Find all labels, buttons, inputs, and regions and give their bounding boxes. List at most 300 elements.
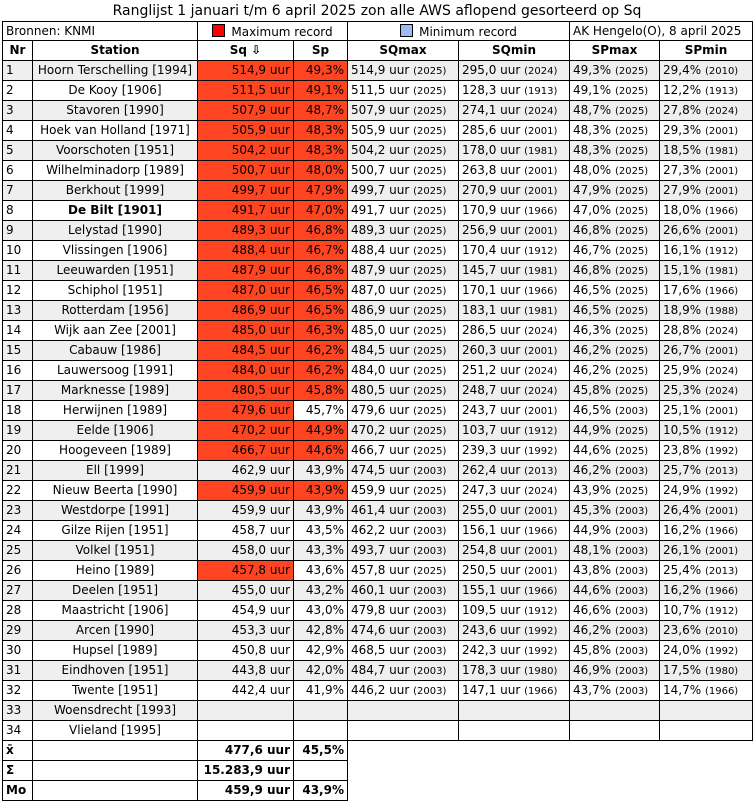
spmin-cell-year: (1988)	[704, 305, 739, 317]
rank-cell: 31	[3, 661, 33, 681]
sqmax-cell-value: 489,3 uur	[351, 222, 410, 237]
header-row	[3, 41, 753, 61]
sp-cell: 48,3%	[294, 121, 348, 141]
spmax-cell-year: (2025)	[614, 105, 649, 117]
sqmin-cell-year: (1912)	[524, 425, 558, 437]
header-sqmax: SQmax	[348, 41, 459, 61]
header-sq: Sq ⇩	[198, 41, 294, 61]
sp-cell: 46,8%	[294, 221, 348, 241]
spmin-cell-value: 25,4%	[663, 562, 702, 577]
spmax-cell-value: 46,2%	[573, 622, 612, 637]
spmin-cell-value: 27,9%	[663, 182, 702, 197]
rank-cell: 7	[3, 181, 33, 201]
sqmin-cell	[459, 221, 570, 241]
sqmin-cell-value: 250,5 uur	[462, 562, 521, 577]
sq-cell: 462,9 uur	[198, 461, 294, 481]
spmin-cell-value: 18,9%	[663, 302, 702, 317]
spmin-cell-year: (2001)	[704, 345, 739, 357]
sqmin-cell-value: 295,0 uur	[462, 62, 521, 77]
sq-cell: 511,5 uur	[198, 81, 294, 101]
sp-cell: 49,1%	[294, 81, 348, 101]
spmin-cell	[660, 121, 753, 141]
sqmin-cell-year: (1992)	[524, 645, 558, 657]
spmin-cell-value: 25,7%	[663, 462, 702, 477]
station-cell: Rotterdam [1956]	[33, 301, 198, 321]
sqmin-cell-value: 128,3 uur	[462, 82, 521, 97]
station-cell: Eindhoven [1951]	[33, 661, 198, 681]
table-row	[3, 301, 753, 321]
summary-label: Σ	[3, 761, 33, 781]
sqmax-cell-value: 488,4 uur	[351, 242, 410, 257]
rank-cell: 3	[3, 101, 33, 121]
sqmax-cell-value: 479,8 uur	[351, 602, 410, 617]
spmax-cell	[570, 381, 660, 401]
summary-row	[3, 761, 753, 781]
sq-cell: 480,5 uur	[198, 381, 294, 401]
rank-cell: 9	[3, 221, 33, 241]
sqmax-cell	[348, 541, 459, 561]
spmin-cell	[660, 661, 753, 681]
summary-sq: 459,9 uur	[198, 781, 294, 801]
sqmin-cell	[459, 201, 570, 221]
spmin-cell-value: 16,2%	[663, 582, 702, 597]
station-cell: De Bilt [1901]	[33, 201, 198, 221]
spmax-cell-year: (2003)	[614, 525, 649, 537]
sqmin-cell-value: 155,1 uur	[462, 582, 521, 597]
spmax-cell-year: (2025)	[614, 265, 649, 277]
spmax-cell	[570, 361, 660, 381]
header-station: Station	[33, 41, 198, 61]
spmax-cell-value: 48,3%	[573, 142, 612, 157]
sqmin-cell	[459, 681, 570, 701]
spmin-cell-value: 18,5%	[663, 142, 702, 157]
sqmin-cell-year: (1992)	[524, 445, 558, 457]
spmin-cell	[660, 381, 753, 401]
sqmin-cell-value: 239,3 uur	[462, 442, 521, 457]
spmin-cell-value: 16,2%	[663, 522, 702, 537]
sqmin-cell	[459, 521, 570, 541]
legend-max-label: Maximum record	[231, 24, 333, 39]
rank-cell: 26	[3, 561, 33, 581]
sqmax-cell-value: 485,0 uur	[351, 322, 410, 337]
spmin-cell-value: 10,5%	[663, 422, 702, 437]
spmax-cell-year: (2025)	[614, 85, 649, 97]
rank-cell: 19	[3, 421, 33, 441]
spmax-cell	[570, 321, 660, 341]
sqmax-cell-year: (2025)	[413, 205, 447, 217]
rank-cell: 18	[3, 401, 33, 421]
station-cell: Stavoren [1990]	[33, 101, 198, 121]
sqmax-cell-value: 484,0 uur	[351, 362, 410, 377]
rank-cell: 27	[3, 581, 33, 601]
max-record-swatch	[212, 24, 225, 37]
spmin-cell-year: (2010)	[704, 65, 739, 77]
summary-filler	[348, 761, 753, 781]
sq-cell: 500,7 uur	[198, 161, 294, 181]
table-row	[3, 281, 753, 301]
spmin-cell-value: 25,1%	[663, 402, 702, 417]
spmax-cell-year: (2025)	[614, 205, 649, 217]
station-cell: Voorschoten [1951]	[33, 141, 198, 161]
spmax-cell-value: 45,3%	[573, 502, 612, 517]
sqmin-cell-value: 147,1 uur	[462, 682, 521, 697]
spmin-cell	[660, 701, 753, 721]
sq-cell: 484,5 uur	[198, 341, 294, 361]
table-row	[3, 341, 753, 361]
spmax-cell	[570, 441, 660, 461]
sqmax-cell	[348, 521, 459, 541]
spmax-cell	[570, 501, 660, 521]
legend-min	[348, 22, 570, 41]
sp-cell: 48,0%	[294, 161, 348, 181]
table-row	[3, 101, 753, 121]
sqmax-cell	[348, 601, 459, 621]
sqmax-cell-year: (2025)	[413, 65, 447, 77]
sqmax-cell-year: (2025)	[413, 565, 447, 577]
spmax-cell	[570, 121, 660, 141]
sqmax-cell-value: 470,2 uur	[351, 422, 410, 437]
sqmin-cell-year: (2024)	[524, 365, 558, 377]
sq-cell: 507,9 uur	[198, 101, 294, 121]
rank-cell: 33	[3, 701, 33, 721]
spmax-cell	[570, 241, 660, 261]
station-cell: Ell [1999]	[33, 461, 198, 481]
spmax-cell	[570, 261, 660, 281]
sqmax-cell-value: 461,4 uur	[351, 502, 410, 517]
rank-cell: 8	[3, 201, 33, 221]
sq-cell: 459,9 uur	[198, 481, 294, 501]
spmin-cell-year: (2013)	[704, 565, 739, 577]
spmax-cell-year: (2025)	[614, 425, 649, 437]
sqmax-cell-year: (2003)	[413, 665, 447, 677]
sqmin-cell-value: 178,0 uur	[462, 142, 521, 157]
table-row	[3, 401, 753, 421]
sq-cell: 443,8 uur	[198, 661, 294, 681]
spmin-cell-value: 23,6%	[663, 622, 702, 637]
spmax-cell-value: 49,3%	[573, 62, 612, 77]
sqmax-cell	[348, 261, 459, 281]
sqmin-cell-year: (1966)	[524, 285, 558, 297]
sqmax-cell-value: 487,0 uur	[351, 282, 410, 297]
station-cell: Eelde [1906]	[33, 421, 198, 441]
spmax-cell-year: (2025)	[614, 445, 649, 457]
sqmin-cell-year: (1912)	[524, 605, 558, 617]
spmax-cell	[570, 341, 660, 361]
ranking-table	[2, 21, 753, 801]
station-cell: Schiphol [1951]	[33, 281, 198, 301]
sqmin-cell-value: 183,1 uur	[462, 302, 521, 317]
sq-cell: 488,4 uur	[198, 241, 294, 261]
sqmax-cell-year: (2003)	[413, 525, 447, 537]
station-cell: Lauwersoog [1991]	[33, 361, 198, 381]
rank-cell: 1	[3, 61, 33, 81]
sqmin-cell	[459, 641, 570, 661]
station-cell: Lelystad [1990]	[33, 221, 198, 241]
page-title: Ranglijst 1 januari t/m 6 april 2025 zon alle AWS aflopend gesorteerd op Sq	[112, 3, 642, 19]
sqmin-cell-value: 274,1 uur	[462, 102, 521, 117]
sqmax-cell-year: (2003)	[413, 685, 447, 697]
sqmin-cell	[459, 81, 570, 101]
sqmax-cell	[348, 481, 459, 501]
sqmax-cell	[348, 61, 459, 81]
table-row	[3, 321, 753, 341]
sp-cell: 46,2%	[294, 341, 348, 361]
table-row	[3, 221, 753, 241]
sqmax-cell	[348, 501, 459, 521]
sq-cell: 455,0 uur	[198, 581, 294, 601]
spmax-cell	[570, 561, 660, 581]
sqmax-cell-value: 507,9 uur	[351, 102, 410, 117]
sqmin-cell-value: 255,0 uur	[462, 502, 521, 517]
spmin-cell-value: 28,8%	[663, 322, 702, 337]
table-row	[3, 441, 753, 461]
station-cell: Volkel [1951]	[33, 541, 198, 561]
sqmin-cell-value: 248,7 uur	[462, 382, 521, 397]
sqmin-cell	[459, 361, 570, 381]
spmin-cell-year: (1966)	[704, 525, 739, 537]
sqmin-cell	[459, 721, 570, 741]
spmax-cell-year: (2025)	[614, 365, 649, 377]
station-cell: Hoorn Terschelling [1994]	[33, 61, 198, 81]
sqmin-cell-year: (1966)	[524, 585, 558, 597]
sqmax-cell	[348, 141, 459, 161]
sqmin-cell-value: 286,5 uur	[462, 322, 521, 337]
spmin-cell-value: 27,3%	[663, 162, 702, 177]
header-sqmin: SQmin	[459, 41, 570, 61]
spmin-cell-value: 16,1%	[663, 242, 702, 257]
sqmax-cell-year: (2025)	[413, 365, 447, 377]
station-cell: Arcen [1990]	[33, 621, 198, 641]
table-row	[3, 701, 753, 721]
spmax-cell-year: (2003)	[614, 665, 649, 677]
sq-cell: 491,7 uur	[198, 201, 294, 221]
rank-cell: 16	[3, 361, 33, 381]
spmin-cell	[660, 101, 753, 121]
sqmax-cell-year: (2025)	[413, 305, 447, 317]
spmin-cell	[660, 321, 753, 341]
table-row	[3, 261, 753, 281]
spmax-cell-value: 44,6%	[573, 442, 612, 457]
summary-filler	[348, 781, 753, 801]
sp-cell: 49,3%	[294, 61, 348, 81]
spmax-cell-year: (2025)	[614, 245, 649, 257]
spmax-cell	[570, 281, 660, 301]
summary-sp: 45,5%	[294, 741, 348, 761]
spmin-cell-year: (1912)	[704, 605, 739, 617]
station-cell: Deelen [1951]	[33, 581, 198, 601]
sq-cell: 499,7 uur	[198, 181, 294, 201]
sqmax-cell	[348, 101, 459, 121]
sp-cell: 41,9%	[294, 681, 348, 701]
spmax-cell-year: (2025)	[614, 285, 649, 297]
spmax-cell	[570, 301, 660, 321]
station-cell: Westdorpe [1991]	[33, 501, 198, 521]
sqmin-cell-year: (2001)	[524, 545, 558, 557]
table-row	[3, 381, 753, 401]
sqmin-cell-value: 247,3 uur	[462, 482, 521, 497]
rank-cell: 28	[3, 601, 33, 621]
sp-cell: 47,0%	[294, 201, 348, 221]
summary-row	[3, 741, 753, 761]
table-row	[3, 641, 753, 661]
sqmin-cell-year: (2024)	[524, 105, 558, 117]
sp-cell: 43,3%	[294, 541, 348, 561]
sqmax-cell	[348, 201, 459, 221]
spmax-cell-value: 46,2%	[573, 462, 612, 477]
table-row	[3, 601, 753, 621]
sq-cell: 479,6 uur	[198, 401, 294, 421]
sqmin-cell-year: (1966)	[524, 685, 558, 697]
sqmax-cell-year: (2003)	[413, 625, 447, 637]
spmin-cell-year: (1992)	[704, 645, 739, 657]
table-row	[3, 81, 753, 101]
sq-cell: 442,4 uur	[198, 681, 294, 701]
spmax-cell-value: 46,6%	[573, 602, 612, 617]
spmin-cell	[660, 581, 753, 601]
sqmax-cell	[348, 461, 459, 481]
sqmin-cell-value: 103,7 uur	[462, 422, 521, 437]
spmin-cell	[660, 421, 753, 441]
spmax-cell	[570, 61, 660, 81]
sqmax-cell-year: (2025)	[413, 245, 447, 257]
sqmin-cell	[459, 321, 570, 341]
sqmin-cell	[459, 341, 570, 361]
table-row	[3, 241, 753, 261]
spmin-cell	[660, 541, 753, 561]
spmin-cell	[660, 461, 753, 481]
sqmax-cell-year: (2003)	[413, 545, 447, 557]
summary-sq: 477,6 uur	[198, 741, 294, 761]
table-row	[3, 541, 753, 561]
sqmin-cell-value: 260,3 uur	[462, 342, 521, 357]
sqmax-cell-value: 468,5 uur	[351, 642, 410, 657]
spmax-cell-year: (2003)	[614, 405, 649, 417]
sqmax-cell-year: (2025)	[413, 105, 447, 117]
sqmin-cell-year: (2001)	[524, 185, 558, 197]
spmin-cell-year: (1912)	[704, 245, 739, 257]
spmin-cell-year: (1966)	[704, 585, 739, 597]
station-cell: Maastricht [1906]	[33, 601, 198, 621]
sqmin-cell	[459, 141, 570, 161]
sqmax-cell-year: (2025)	[413, 385, 447, 397]
spmax-cell	[570, 161, 660, 181]
spmax-cell	[570, 521, 660, 541]
sqmax-cell-year: (2003)	[413, 585, 447, 597]
sqmax-cell-year: (2025)	[413, 85, 447, 97]
sqmax-cell-year: (2025)	[413, 165, 447, 177]
sq-cell: 470,2 uur	[198, 421, 294, 441]
rank-cell: 21	[3, 461, 33, 481]
station-cell: Herwijnen [1989]	[33, 401, 198, 421]
sqmin-cell	[459, 501, 570, 521]
spmin-cell-year: (2024)	[704, 365, 739, 377]
sqmin-cell	[459, 61, 570, 81]
spmax-cell	[570, 101, 660, 121]
legend-min-label: Minimum record	[419, 24, 517, 39]
spmax-cell-value: 48,0%	[573, 162, 612, 177]
summary-label: Mo	[3, 781, 33, 801]
table-row	[3, 681, 753, 701]
rank-cell: 17	[3, 381, 33, 401]
spmin-cell-value: 23,8%	[663, 442, 702, 457]
spmax-cell-year: (2025)	[614, 305, 649, 317]
spmin-cell-value: 17,6%	[663, 282, 702, 297]
spmin-cell-year: (1992)	[704, 485, 739, 497]
sqmax-cell-year: (2003)	[413, 505, 447, 517]
spmin-cell-year: (2001)	[704, 185, 739, 197]
spmax-cell-year: (2025)	[614, 65, 649, 77]
spmin-cell	[660, 61, 753, 81]
station-cell: Wilhelminadorp [1989]	[33, 161, 198, 181]
station-cell: Marknesse [1989]	[33, 381, 198, 401]
spmax-cell-value: 43,8%	[573, 562, 612, 577]
spmin-cell-value: 24,9%	[663, 482, 702, 497]
spmax-cell-value: 47,9%	[573, 182, 612, 197]
sqmax-cell-value: 514,9 uur	[351, 62, 410, 77]
spmax-cell-value: 45,8%	[573, 642, 612, 657]
spmax-cell-value: 48,3%	[573, 122, 612, 137]
spmax-cell	[570, 541, 660, 561]
sqmin-cell	[459, 461, 570, 481]
spmin-cell	[660, 281, 753, 301]
table-row	[3, 361, 753, 381]
header-sp: Sp	[294, 41, 348, 61]
sqmin-cell-value: 109,5 uur	[462, 602, 521, 617]
sqmax-cell	[348, 281, 459, 301]
spmax-cell-year: (2025)	[614, 225, 649, 237]
sqmax-cell-value: 505,9 uur	[351, 122, 410, 137]
sqmax-cell-year: (2003)	[413, 645, 447, 657]
rank-cell: 5	[3, 141, 33, 161]
spmax-cell-year: (2003)	[614, 645, 649, 657]
header-spmax: SPmax	[570, 41, 660, 61]
table-row	[3, 501, 753, 521]
sp-cell: 43,6%	[294, 561, 348, 581]
sqmax-cell	[348, 361, 459, 381]
station-cell: Vlieland [1995]	[33, 721, 198, 741]
table-row	[3, 141, 753, 161]
sp-cell: 43,2%	[294, 581, 348, 601]
sqmax-cell-value: 511,5 uur	[351, 82, 410, 97]
spmin-cell	[660, 521, 753, 541]
spmax-cell-value: 43,7%	[573, 682, 612, 697]
sp-cell: 46,3%	[294, 321, 348, 341]
rank-cell: 34	[3, 721, 33, 741]
sqmax-cell-value: 504,2 uur	[351, 142, 410, 157]
spmax-cell-value: 46,8%	[573, 262, 612, 277]
spmin-cell-year: (1992)	[704, 445, 739, 457]
sq-cell: 466,7 uur	[198, 441, 294, 461]
spmax-cell-year: (2003)	[614, 505, 649, 517]
sq-cell: 489,3 uur	[198, 221, 294, 241]
sqmin-cell	[459, 401, 570, 421]
spmax-cell-value: 47,0%	[573, 202, 612, 217]
spmax-cell	[570, 601, 660, 621]
spmax-cell-year: (2025)	[614, 125, 649, 137]
spmin-cell	[660, 161, 753, 181]
station-cell: Leeuwarden [1951]	[33, 261, 198, 281]
spmax-cell-year: (2025)	[614, 185, 649, 197]
spmax-cell	[570, 621, 660, 641]
table-row	[3, 461, 753, 481]
sqmin-cell-year: (2001)	[524, 225, 558, 237]
spmax-cell-value: 44,6%	[573, 582, 612, 597]
min-record-swatch	[400, 24, 413, 37]
spmin-cell	[660, 621, 753, 641]
sp-cell: 48,3%	[294, 141, 348, 161]
sqmax-cell-value: 484,5 uur	[351, 342, 410, 357]
sp-cell: 42,9%	[294, 641, 348, 661]
